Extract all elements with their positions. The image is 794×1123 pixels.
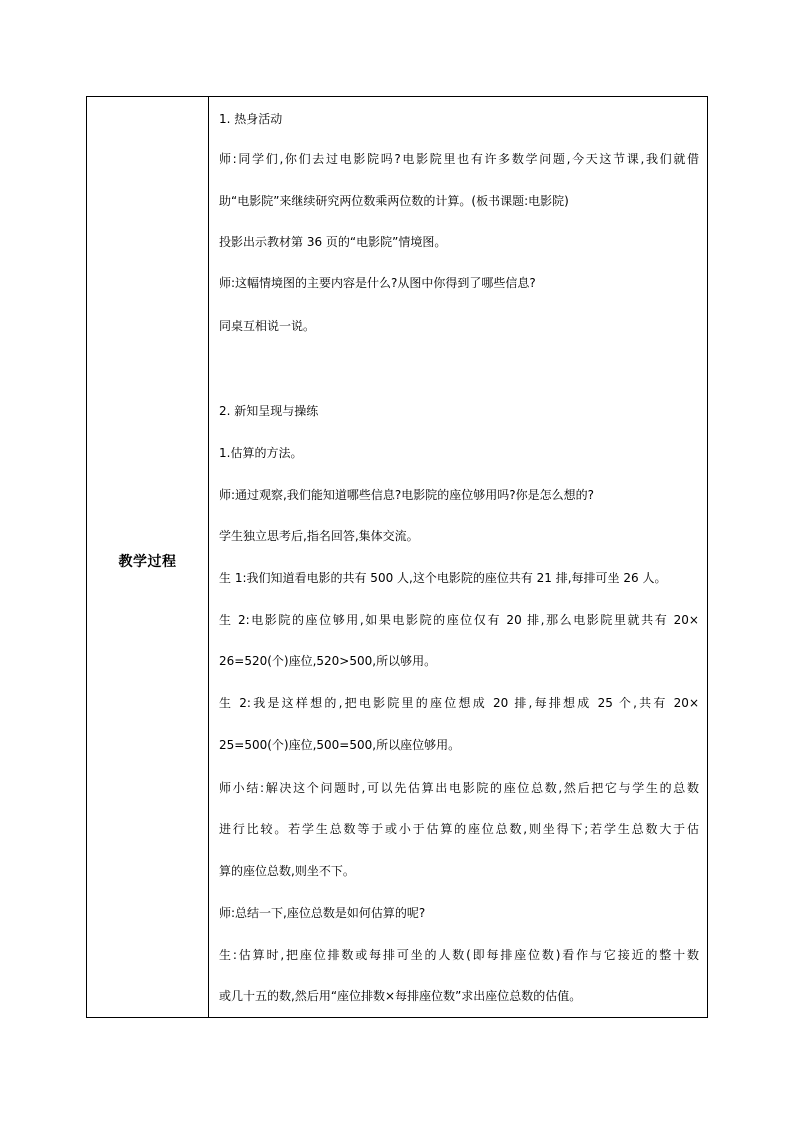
teaching-process-row bbox=[87, 97, 708, 1018]
paragraph-line: 同桌互相说一说。 bbox=[219, 319, 316, 333]
paragraph-line: 生 2:电影院的座位够用,如果电影院的座位仅有 20 排,那么电影院里就共有 20× bbox=[219, 613, 699, 627]
paragraph-line: 生 2:我是这样想的,把电影院里的座位想成 20 排,每排想成 25 个,共有 20× bbox=[219, 696, 699, 710]
paragraph-line: 26=520(个)座位,520>500,所以够用。 bbox=[219, 654, 437, 668]
paragraph-line: 进行比较。若学生总数等于或小于估算的座位总数,则坐得下;若学生总数大于估 bbox=[219, 822, 699, 836]
paragraph-line: 师:通过观察,我们能知道哪些信息?电影院的座位够用吗?你是怎么想的? bbox=[219, 488, 594, 502]
paragraph-line: 师:同学们,你们去过电影院吗?电影院里也有许多数学问题,今天这节课,我们就借 bbox=[219, 152, 699, 166]
section-label-cell bbox=[87, 97, 209, 1018]
section-content-cell bbox=[209, 97, 708, 1018]
paragraph-line: 生 1:我们知道看电影的共有 500 人,这个电影院的座位共有 21 排,每排可坐 26 人。 bbox=[219, 571, 667, 585]
heading-warmup: 1. 热身活动 bbox=[219, 112, 283, 126]
heading-new-knowledge: 2. 新知呈现与操练 bbox=[219, 404, 319, 418]
paragraph-line: 算的座位总数,则坐不下。 bbox=[219, 864, 355, 878]
paragraph-line: 或几十五的数,然后用“座位排数×每排座位数”求出座位总数的估值。 bbox=[219, 989, 582, 1003]
section-label: 教学过程 bbox=[118, 554, 177, 570]
paragraph-line: 25=500(个)座位,500=500,所以座位够用。 bbox=[219, 738, 461, 752]
subheading-estimation: 1.估算的方法。 bbox=[219, 446, 303, 460]
paragraph-line: 师:总结一下,座位总数是如何估算的呢? bbox=[219, 906, 426, 920]
paragraph-line: 投影出示教材第 36 页的“电影院”情境图。 bbox=[219, 235, 447, 249]
paragraph-line: 师:这幅情境图的主要内容是什么?从图中你得到了哪些信息? bbox=[219, 276, 536, 290]
paragraph-line: 生:估算时,把座位排数或每排可坐的人数(即每排座位数)看作与它接近的整十数 bbox=[219, 948, 699, 962]
paragraph-line: 助“电影院”来继续研究两位数乘两位数的计算。(板书课题:电影院) bbox=[219, 194, 569, 208]
paragraph-line: 师小结:解决这个问题时,可以先估算出电影院的座位总数,然后把它与学生的总数 bbox=[219, 781, 699, 795]
paragraph-line: 学生独立思考后,指名回答,集体交流。 bbox=[219, 529, 419, 543]
lesson-plan-table bbox=[86, 96, 708, 1018]
